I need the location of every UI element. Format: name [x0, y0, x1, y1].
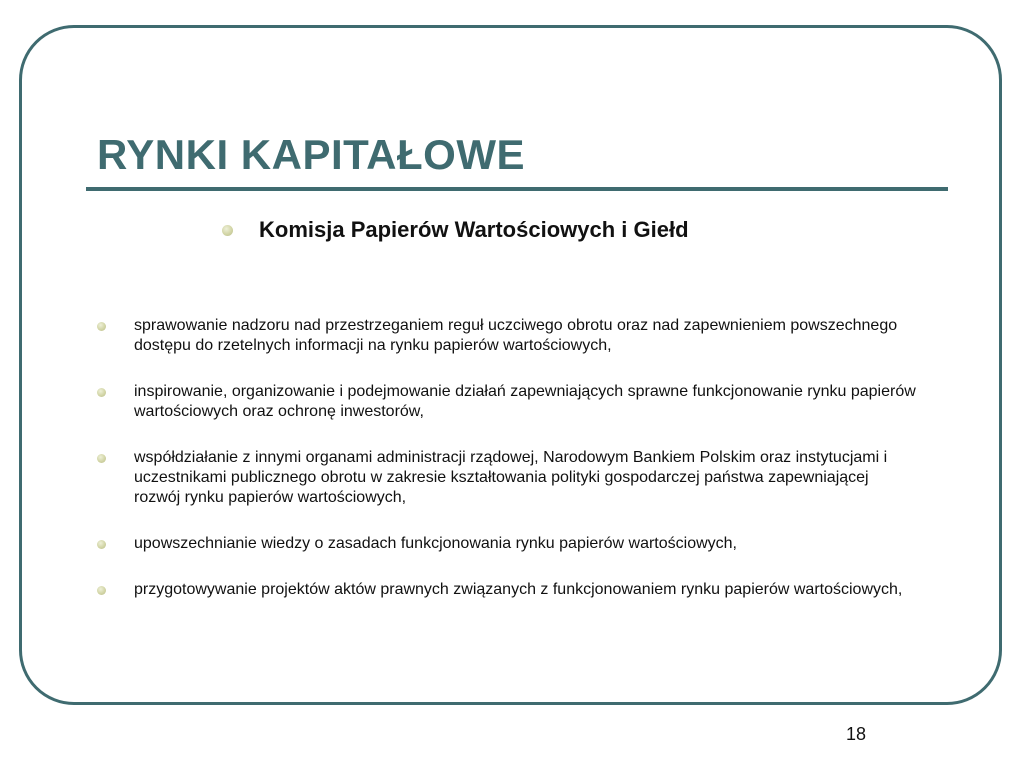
title-divider — [86, 187, 948, 191]
bullet-list — [97, 316, 917, 600]
list-item — [97, 534, 917, 554]
slide-subtitle: Komisja Papierów Wartościowych i Giełd — [259, 217, 689, 242]
list-item — [97, 382, 917, 422]
list-item-text: sprawowanie nadzoru nad przestrzeganiem reguł uczciwego obrotu oraz nad zapewnieniem powszechnego dostępu do rzetelnych informacji na rynku papierów wartościowych, — [134, 317, 898, 354]
list-item — [97, 580, 917, 600]
list-item-text: przygotowywanie projektów aktów prawnych związanych z funkcjonowaniem rynku papierów wartościowych, — [134, 581, 903, 598]
slide-title: RYNKI KAPITAŁOWE — [97, 131, 525, 178]
bullet-dot-icon — [222, 225, 233, 236]
bullet-dot-icon — [97, 540, 106, 549]
list-item — [97, 316, 917, 356]
page-number: 18 — [845, 724, 867, 744]
bullet-dot-icon — [97, 586, 106, 595]
bullet-dot-icon — [97, 454, 106, 463]
subtitle-row — [222, 214, 689, 246]
list-item-text: inspirowanie, organizowanie i podejmowanie działań zapewniających sprawne funkcjonowanie rynku papierów wartościowych oraz ochronę inwestorów, — [134, 383, 916, 420]
bullet-dot-icon — [97, 388, 106, 397]
list-item-text: upowszechnianie wiedzy o zasadach funkcjonowania rynku papierów wartościowych, — [134, 535, 737, 552]
list-item — [97, 448, 917, 508]
list-item-text: współdziałanie z innymi organami administracji rządowej, Narodowym Bankiem Polskim oraz instytucjami i uczestnikami publicznego obrotu w zakresie kształtowania polityki gospodarczej państwa zapewniającej rozwój rynku papierów wartościowych, — [134, 449, 888, 506]
bullet-dot-icon — [97, 322, 106, 331]
